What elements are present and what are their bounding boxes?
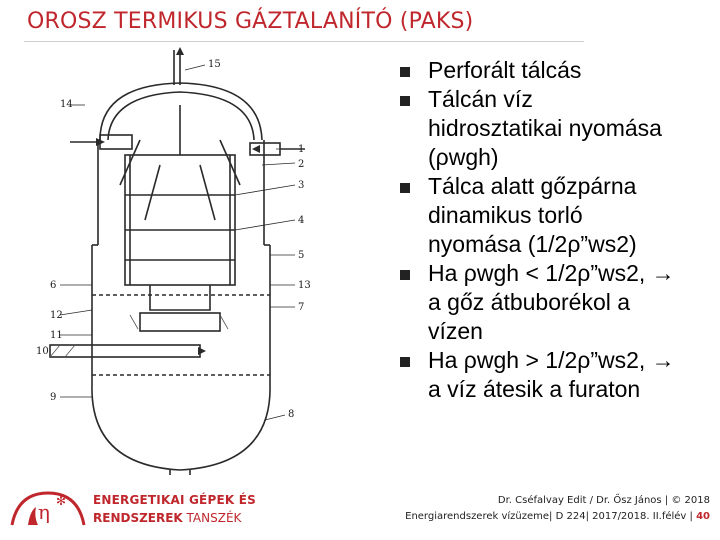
logo-line2-rest: TANSZÉK [182,511,242,525]
bullet-line: a gőz átbuborékol a [428,289,631,315]
bullet-line: Perforált tálcás [428,57,582,83]
page-number: 40 [696,511,710,522]
bullet-square-icon [400,96,410,106]
logo-line2-bold: RENDSZEREK [93,511,183,525]
diagram-label: 14 [60,99,73,110]
footer-line2 [405,509,710,525]
diagram-label: 1 [298,144,305,155]
slide-title: OROSZ TERMIKUS GÁZTALANÍTÓ (PAKS) [27,9,474,34]
bullet-item [398,85,714,172]
diagram-label: 8 [288,409,295,420]
diagram-label: 3 [298,180,305,191]
deaerator-diagram [30,45,335,475]
title-divider [24,41,584,42]
diagram-label: 12 [50,310,63,321]
bullet-item [398,259,714,346]
diagram-label: 11 [50,330,63,341]
eta-logo-icon [8,489,86,529]
bullet-line: dinamikus torló [428,202,583,228]
bullet-line: a víz átesik a furaton [428,376,641,402]
bullet-square-icon [400,357,410,367]
bullet-line: Tálcán víz [428,86,533,112]
diagram-label: 15 [208,59,221,70]
department-logo [4,487,256,533]
diagram-label: 13 [298,280,311,291]
bullet-item [398,56,714,85]
logo-line2 [93,511,241,525]
diagram-label: 9 [50,392,57,403]
bullet-line: Ha ρwgh < 1/2ρ”ws2, → [428,260,675,286]
bullet-square-icon [400,270,410,280]
logo-line1: ENERGETIKAI GÉPEK ÉS [93,493,256,507]
bullet-square-icon [400,67,410,77]
bullet-line: (ρwgh) [428,144,499,170]
footer-course: Energiarendszerek vízüzeme| D 224| 2017/2018. II.félév | [405,511,697,522]
bullet-square-icon [400,183,410,193]
diagram-label: 7 [298,302,305,313]
diagram-label: 4 [298,215,305,226]
footer-line1: Dr. Cséfalvay Edit / Dr. Ősz János | © 2018 [497,495,710,506]
svg-text:η: η [38,500,50,524]
bullet-list [398,56,714,404]
footer-credits [405,493,710,525]
bullet-line: Tálca alatt gőzpárna [428,173,637,199]
diagram-label: 10 [36,346,49,357]
bullet-line: nyomása (1/2ρ”ws2) [428,231,637,257]
diagram-label: 2 [298,159,305,170]
bullet-item [398,346,714,404]
svg-text:✻: ✻ [56,494,67,508]
bullet-line: Ha ρwgh > 1/2ρ”ws2, → [428,347,675,373]
diagram-label: 5 [298,250,305,261]
diagram-label: 6 [50,280,57,291]
bullet-item [398,172,714,259]
bullet-line: hidrosztatikai nyomása [428,115,662,141]
bullet-line: vízen [428,318,483,344]
